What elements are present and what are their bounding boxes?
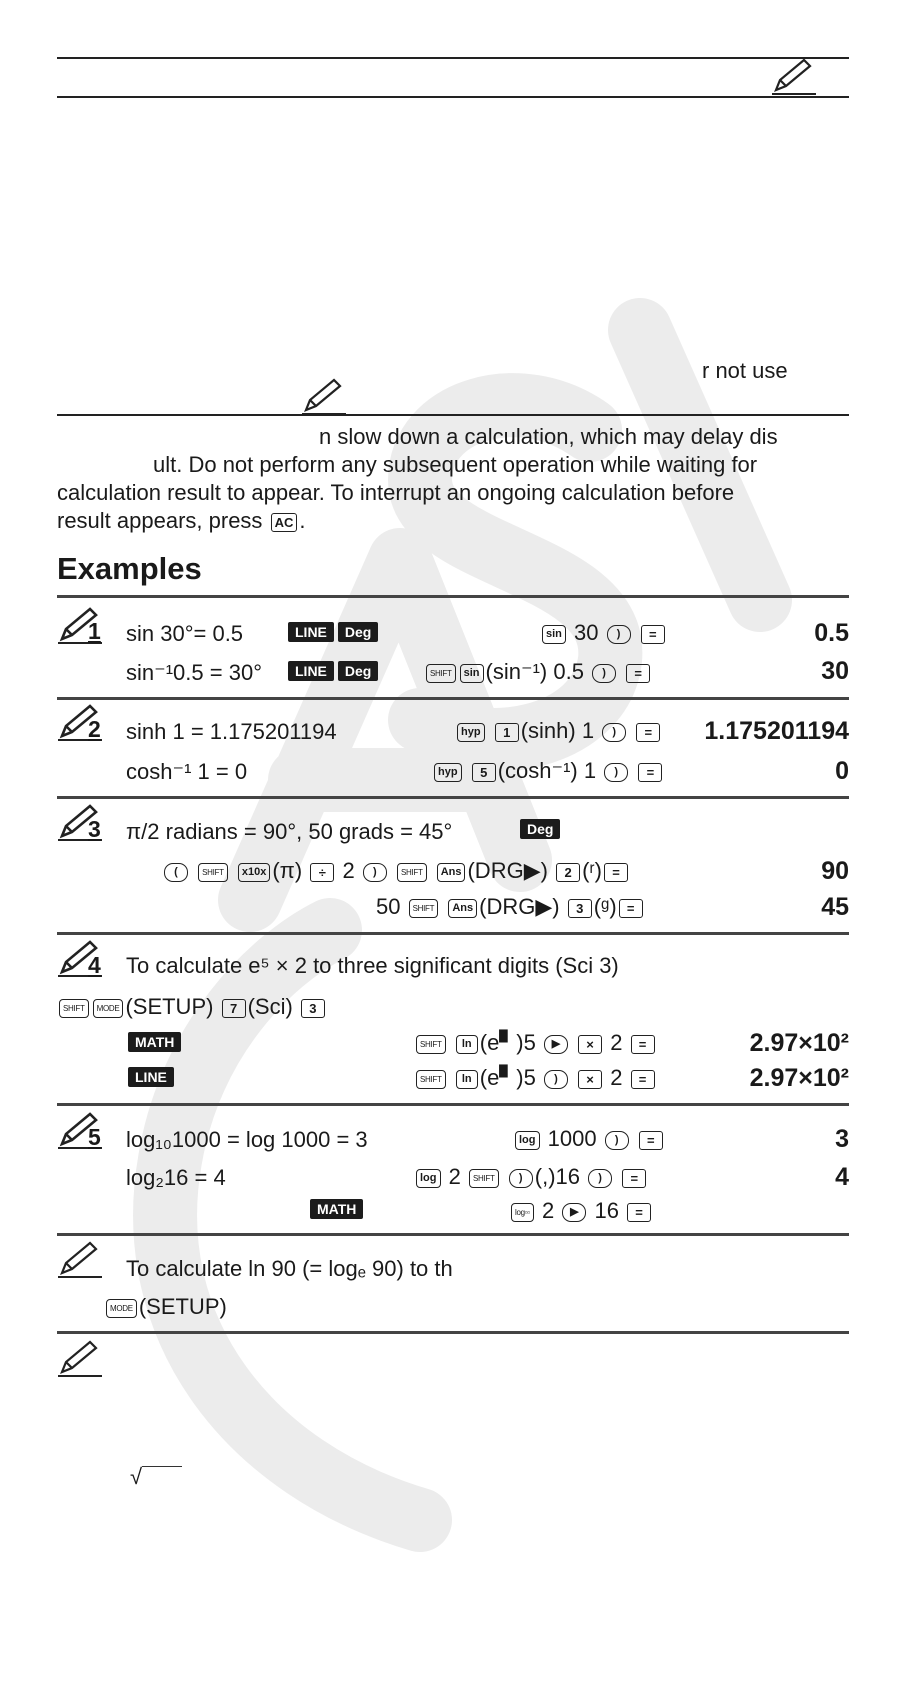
shift-key[interactable]: SHIFT <box>397 863 427 882</box>
shift-key[interactable]: SHIFT <box>409 899 439 918</box>
ln-key[interactable]: ln <box>456 1070 478 1089</box>
shift-key[interactable]: SHIFT <box>426 664 456 683</box>
equals-key[interactable]: = <box>622 1169 646 1188</box>
intro-paragraph <box>57 423 849 535</box>
equals-key[interactable]: = <box>604 863 628 882</box>
shift-key[interactable]: SHIFT <box>416 1035 446 1054</box>
deg-tag: Deg <box>520 819 560 839</box>
open-paren-key[interactable]: ( <box>164 863 188 882</box>
ex4-row1-keys: SHIFT ln (e▘)5 ▶ × 2 = <box>414 1030 657 1056</box>
ex2-row2-result: 0 <box>835 757 849 785</box>
shift-key[interactable]: SHIFT <box>469 1169 499 1188</box>
close-paren-key[interactable]: ) <box>605 1131 629 1150</box>
ex1-row2-expr: sin⁻¹0.5 = 30° <box>126 660 262 685</box>
ex5-row1-result: 3 <box>835 1125 849 1153</box>
right-arrow-key[interactable]: ▶ <box>544 1035 568 1054</box>
ex2-row2-expr: cosh⁻¹ 1 = 0 <box>126 759 248 784</box>
three-key[interactable]: 3 <box>301 999 325 1018</box>
close-paren-key[interactable]: ) <box>607 625 631 644</box>
ex4-row1-tags <box>128 1032 185 1052</box>
line-tag: LINE <box>128 1067 174 1087</box>
ex6-setup-keys: MODE (SETUP) <box>104 1294 227 1320</box>
para-line-2: ult. Do not perform any subsequent operation while waiting for <box>153 452 758 477</box>
ex4-expr: To calculate e⁵ × 2 to three significant digits (Sci 3) <box>126 953 619 978</box>
ex4-row2-result: 2.97×10² <box>749 1064 849 1092</box>
ex2-row1-expr: sinh 1 = 1.175201194 <box>126 719 337 744</box>
mode-key[interactable]: MODE <box>93 999 124 1018</box>
ex3-row1-keys: ( SHIFT x10x (π) ÷ 2 ) SHIFT Ans (DRG▶) 2 (ʳ) = <box>162 858 630 884</box>
ex1-row1-keys: sin 30 ) = <box>540 620 667 646</box>
ex6-expr: To calculate ln 90 (= logₑ 90) to th <box>126 1256 453 1281</box>
hyp-key[interactable]: hyp <box>457 723 485 742</box>
equals-key[interactable]: = <box>636 723 660 742</box>
ex1-row1-tags <box>288 622 382 642</box>
math-tag: MATH <box>128 1032 181 1052</box>
ex5-row1-keys: log 1000 ) = <box>513 1126 665 1152</box>
ex3-row2-keys: 50 SHIFT Ans (DRG▶) 3 (ᵍ) = <box>376 894 645 920</box>
equals-key[interactable]: = <box>631 1070 655 1089</box>
log-base-key[interactable]: log▫▫ <box>511 1203 534 1222</box>
ac-key[interactable]: AC <box>271 513 298 532</box>
shift-key[interactable]: SHIFT <box>59 999 89 1018</box>
close-paren-key[interactable]: ) <box>363 863 387 882</box>
times-key[interactable]: × <box>578 1035 602 1054</box>
equals-key[interactable]: = <box>627 1203 651 1222</box>
ex1-row2-tags <box>288 661 382 681</box>
shift-key[interactable]: SHIFT <box>416 1070 446 1089</box>
three-key[interactable]: 3 <box>568 899 592 918</box>
ln-key[interactable]: ln <box>456 1035 478 1054</box>
ex2-row1-result: 1.175201194 <box>704 717 849 745</box>
mode-key[interactable]: MODE <box>106 1299 137 1318</box>
ex3-row2-result: 45 <box>821 893 849 921</box>
ex4-row1-result: 2.97×10² <box>749 1029 849 1057</box>
ex2-row1-keys: hyp 1 (sinh) 1 ) = <box>455 718 662 744</box>
hyp-key[interactable]: hyp <box>434 763 462 782</box>
ex5-row3-tags <box>310 1199 367 1219</box>
ex5-row3-keys: log▫▫ 2 ▶ 16 = <box>509 1198 653 1224</box>
example-number: 3 <box>88 816 101 842</box>
ex5-row2-result: 4 <box>835 1163 849 1191</box>
ex5-row2-keys: log 2 SHIFT ) (,)16 ) = <box>414 1164 648 1190</box>
pencil-icon <box>56 1340 104 1378</box>
two-key[interactable]: 2 <box>556 863 580 882</box>
divide-key[interactable]: ÷ <box>310 863 334 882</box>
one-key[interactable]: 1 <box>495 723 519 742</box>
ex1-row2-result: 30 <box>821 657 849 685</box>
ex1-row1-expr: sin 30°= 0.5 <box>126 621 244 646</box>
right-arrow-key[interactable]: ▶ <box>562 1203 586 1222</box>
log-key[interactable]: log <box>515 1131 540 1150</box>
deg-tag: Deg <box>338 622 378 642</box>
ex3-expr: π/2 radians = 90°, 50 grads = 45° <box>126 819 453 844</box>
example-number: 2 <box>88 716 101 742</box>
close-paren-key[interactable]: ) <box>592 664 616 683</box>
ex4-row2-tags <box>128 1067 178 1087</box>
ex4-setup-keys: SHIFT MODE (SETUP) 7 (Sci) 3 <box>57 994 327 1020</box>
sin-key[interactable]: sin <box>460 664 484 683</box>
para-line-3: calculation result to appear. To interrupt an ongoing calculation before <box>57 480 735 505</box>
example-number: 4 <box>88 952 101 978</box>
ex7-sqrt: √ <box>130 1464 182 1490</box>
equals-key[interactable]: = <box>626 664 650 683</box>
ex2-row2-keys: hyp 5 (cosh⁻¹) 1 ) = <box>432 758 664 784</box>
intro-fragment: r not use <box>702 358 788 383</box>
sin-key[interactable]: sin <box>542 625 566 644</box>
x10-key[interactable]: x10x <box>238 863 270 882</box>
ans-key[interactable]: Ans <box>448 899 477 918</box>
times-key[interactable]: × <box>578 1070 602 1089</box>
example-number: 1 <box>88 618 101 644</box>
close-paren-key[interactable]: ) <box>588 1169 612 1188</box>
example-number: 5 <box>88 1124 101 1150</box>
equals-key[interactable]: = <box>619 899 643 918</box>
equals-key[interactable]: = <box>641 625 665 644</box>
ex5-row2-expr: log₂16 = 4 <box>126 1165 226 1190</box>
pencil-icon <box>56 1241 104 1279</box>
equals-key[interactable]: = <box>631 1035 655 1054</box>
math-tag: MATH <box>310 1199 363 1219</box>
five-key[interactable]: 5 <box>472 763 496 782</box>
ex5-row1-expr: log₁₀1000 = log 1000 = 3 <box>126 1127 368 1152</box>
seven-key[interactable]: 7 <box>222 999 246 1018</box>
ex4-row2-keys: SHIFT ln (e▘)5 ) × 2 = <box>414 1065 657 1091</box>
examples-heading: Examples <box>57 551 202 586</box>
equals-key[interactable]: = <box>638 763 662 782</box>
shift-key[interactable]: SHIFT <box>198 863 228 882</box>
equals-key[interactable]: = <box>639 1131 663 1150</box>
close-paren-key[interactable]: ) <box>604 763 628 782</box>
close-paren-key[interactable]: ) <box>602 723 626 742</box>
pencil-icon <box>300 378 348 416</box>
close-paren-key[interactable]: ) <box>509 1169 533 1188</box>
line-tag: LINE <box>288 622 334 642</box>
close-paren-key[interactable]: ) <box>544 1070 568 1089</box>
para-line-1: n slow down a calculation, which may delay dis <box>319 424 778 449</box>
ex1-row2-keys: SHIFT sin (sin⁻¹) 0.5 ) = <box>424 659 652 685</box>
log-key[interactable]: log <box>416 1169 441 1188</box>
pencil-icon <box>770 58 818 96</box>
ex1-row1-result: 0.5 <box>814 619 849 647</box>
ex3-tags <box>520 819 564 839</box>
ex3-row1-result: 90 <box>821 857 849 885</box>
ans-key[interactable]: Ans <box>437 863 466 882</box>
line-tag: LINE <box>288 661 334 681</box>
para-line-4: result appears, press AC . <box>57 508 306 533</box>
deg-tag: Deg <box>338 661 378 681</box>
